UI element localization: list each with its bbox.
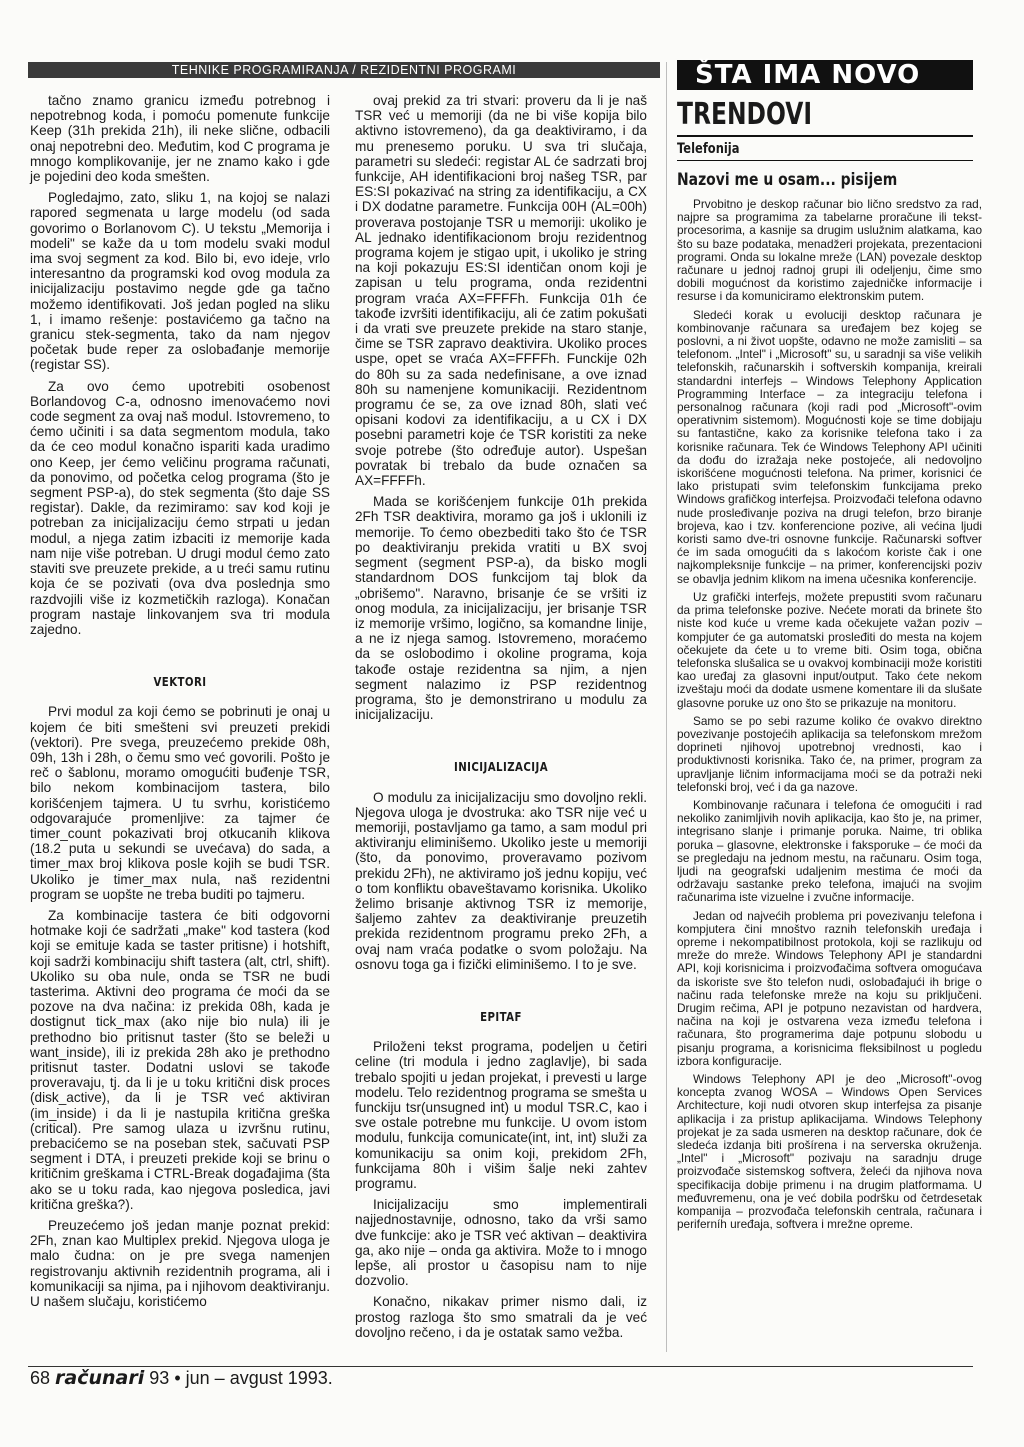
paragraph: Prvobitno je deskop računar bio lično sredstvo za rad, najpre sa programima za tabelarne proračune ili tekst-procesorima, a kasnije sa drugim uslužnim alatkama, kao što su baze podataka, menadžeri projekata, prezentacioni programi. Onda su lokalne mreže (LAN) povezale desktop računare u jednoj radnoj grupi ili odeljenju, čime smo dobili mogućnost da koristimo zajedničke informacije i resurse i da komuniciramo elektronskim putem. (677, 197, 982, 304)
paragraph: Sledeći korak u evoluciji desktop računara je kombinovanje računara sa uređajem bez kojeg se poslovni, a ni život uopšte, odavno ne može zamisliti – sa telefonom. „Intel" i „Microsoft" su, u saradnji sa više velikih telefonskih, računarskih i softverskih kompanija, kreirali standardni interfejs – Windows Telephony Application Programming Interface – za integraciju telefona i personalnog računara (koji radi pod „Microsoft"-ovim operativnim sistemom). Mogućnosti koje se time dobijaju su fantastične, kako za korisnike telefona tako i za korisnike računara. Tek će Windows Telephony API učiniti da dođu do izražaja neke postojeće, ali nedovoljno iskorišćene mogućnosti telefona. Na primer, korisnici će lako pristupati svim telefonskim funkcijama preko Windows grafičkog interfejsa. Proizvođači telefona odavno nude prosleđivanje poziva na drugi telefon, brzo biranje brojeva, kao i tzv. konferencione pozive, ali većina ljudi koristi samo dve-tri osnovne funkcije. Računarski softver će im sada omogućiti da s lakoćom koriste čak i one najkompleksnije funkcije – na primer, konferencijski poziv se obavlja jednim klikom na imena učesnika konferencije. (677, 307, 982, 586)
paragraph: Inicijalizaciju smo implementirali najjednostavnije, odnosno, tako da vrši samo dve funkcije: ako je TSR već aktivan – deaktivira ga, ako nije – onda ga aktivira. Može to i mnogo lepše, ali prostor u časopisu nam to nije dozvolio. (355, 1197, 647, 1289)
paragraph: Uz grafički interfejs, možete prepustiti svom računaru da prima telefonske pozive. Nećete morati da brinete što niste kod kuće u vreme kada očekujete važan poziv – kompjuter će ga automatski prosleđiti do mesta na kojem očekujete da ćete u to vreme biti. Osim toga, obična telefonska slušalica se u ovakvoj kombinaciji može koristiti kao uređaj za glasovni input/output. Tako ćete nekom izveštaju moći da dodate usmene komentare ili da slušate glasovne poruke uz ono što se prikazuje na monitoru. (677, 589, 982, 710)
paragraph: Pogledajmo, zato, sliku 1, na kojoj se nalazi rapored segmenata u large modelu (od sada govorimo o Borlanovom C). U tekstu „Memorija i modeli" se kaže da u tom modelu svaki modul ima svoj segment za kod. Bilo bi, evo ideje, vrlo interesantno da programski kod ovog modula za inicijalizaciju postavimo negde gde ga tačno možemo identifikovati. Još jedan pogled na sliku 1, i imamo rešenje: postavićemo ga tačno na granicu stek-segmenta, tako da nam njegov početak bude reper za oslobađanje memorije (registar SS). (30, 190, 330, 373)
paragraph: Za kombinacije tastera će biti odgovorni hotmake koji će sadržati „make" kod tastera (kod koji se emituje kada se taster pritisne) i hotshift, koji sadrži kombinaciju shift tastera (alt, ctrl, shift). Ukoliko su oba nule, onda se TSR ne budi tasterima. Aktivni deo programa će moći da se pozove na dva načina: iz prekida 08h, kada je dostignut tick_max (ako nije bio nula) ili je prethodno bio pritisnut taster (što se beleži u want_inside), ili iz prekida 28h ako je prethodno pritisnut taster. Dodatni uslovi se takođe proveravaju, tj. da li je u toku kritični disk proces (disk_active), da li je TSR već aktiviran (im_inside) i da li je nastupila kritična greška (critical). Pre samog ulaza u izvršnu rutinu, prebacićemo se na poseban stek, sačuvati PSP segment i DTA, i preuzeti prekide koji se brinu o kritičnim greškama i CTRL-Break događajima (šta ako se u toku rada, kao njegova posledica, javi kritična greška?). (30, 907, 330, 1212)
trends-category: Telefonija (677, 141, 740, 157)
category-rule (677, 160, 973, 161)
heading-epitaf: EPITAF (480, 1009, 522, 1024)
issue-date: jun – avgust 1993. (185, 1368, 333, 1388)
page-footer (30, 1367, 333, 1389)
bullet-separator: • (174, 1368, 181, 1388)
side-section-header: ŠTA IMA NOVO (677, 60, 973, 90)
paragraph: Kombinovanje računara i telefona će omogućiti i rad nekoliko zanimljivih novih aplikacija, kao što je, na primer, integrisano slanje i primanje poruka. Naime, tri oblika poruka – glasovne, elektronske i faksporuke – će moći da se pregledaju na jednom mestu, na računaru. Osim toga, ljudi na geografski udaljenim mestima će moći da održavaju sastanke preko telefona, imajući na svojim računarima iste vizuelne i zvučne informacije. (677, 797, 982, 905)
article-column-1 (30, 93, 330, 1315)
paragraph: Za ovo ćemo upotrebiti osobenost Borlandovog C-a, odnosno imenovaćemo novi code segment za ovaj naš modul. Istovremeno, to ćemo učiniti i sa data segmentom modula, tako da će ceo modul konačno ispariti kada uradimo ono Keep, jer ćemo veličinu programa računati, da ponovimo, od početka celog programa (što je segment PSP-a), do stek segmenta (što daje SS registar). Dakle, da rezimiramo: sav kod koji je potreban za inicijalizaciju ćemo strpati u jedan modul, a njega zatim izbaciti iz memorije kada nam nije više potreban. U drugi modul ćemo zato staviti sve preuzete prekide, a u treći samu rutinu koja će se pozivati (ova dva poslednja smo razdvojili više iz kozmetičkih razloga). Konačan program nastaje linkovanjem sva tri modula zajedno. (30, 378, 330, 637)
heading-vektori: VEKTORI (153, 675, 207, 690)
trends-rule (677, 135, 973, 137)
paragraph: Preuzećemo još jedan manje poznat prekid: 2Fh, znan kao Multiplex prekid. Njegova uloga je malo čudna: on je pre svega namenjen registrovanju aktivnih rezidentnih programa, ali i komunikaciji sa njima, pa i njihovom deaktiviranju. U našem slučaju, koristićemo (30, 1218, 330, 1310)
paragraph: Windows Telephony API je deo „Microsoft"-ovog koncepta zvanog WOSA – Windows Open Services Architecture, koji nudi otvoren skup interfejsa za pisanje aplikacija i za pristup aplikacijama. Windows Telephony projekat je za sada usmeren na desktop računare, dok će sledeća izdanja biti prošírena i na serverska okruženja. „Intel" i „Microsoft" pozivaju na saradnju druge proizvođače sistemskog softvera, želeći da njihova nova specifikacija dobije primenu i na drugim platformama. U međuvremenu, ona je već dobila podršku od četrdesetak kompanija – prozvođača telefonskih centrala, računara i periferníh uređaja, softvera i mrežne opreme. (677, 1072, 982, 1232)
paragraph: Priloženi tekst programa, podeljen u četiri celine (tri modula i jedno zaglavlje), bi sada trebalo spojiti u jedan projekat, i prevesti u large modelu. Telo rezidentnog programa se smešta u funckiju tsr(unsugned int) u modul TSR.C, kao i sve ostale potrebne mu funkcije. U ovom istom modulu, funkcija comunicate(int, int, int) služi za komunikaciju sa onim koji, prekidom 2Fh, funkcijama 80h i višim šalje neki zahtev programu. (355, 1039, 647, 1191)
paragraph: ovaj prekid za tri stvari: proveru da li je naš TSR već u memoriji (da ne bi više kopija bilo aktivno istovremeno), da ga deaktiviramo, i da mu prenesemo poruku. U sva tri slučaja, parametri su sledeći: registar AL će sadrzati broj funkcije, AH identifikacioni broj našeg TSR, par ES:SI pokazivać na string za identifikaciju, a CX i DX dodatne parametre. Funkcija 00H (AL=00h) proverava postojanje TSR u memoriji: ukoliko je AL jednako identifikacionom broju rezidentnog programa kojem je stigao upit, i ukoliko je string na koji pokazuju ES:SI identičan onom koji je zapisan u telu programa, onda rezidentni program vraća AX=FFFFh. Funkcija 01h će takođe izvršiti identifikaciju, ali će zatim pokušati i da vrati sve preuzete prekide na staro stanje, čime se TSR zapravo deaktivira. Ukoliko proces uspe, opet se vraća AX=FFFFh. Funckije 02h do 80h su za sada nedefinisane, a ove iznad 80h su namenjene komunikaciji. Rezidentnom programu će se, za ove iznad 80h, slati već opisani kodovi za identifikaciju, a u CX i DX posebni parametri koje će TSR koristiti za neke svoje potrebe (što određuje autor). Uspešan povratak bi trebalo da bude označen sa AX=FFFFh. (355, 93, 647, 489)
paragraph: Mada se korišćenjem funkcije 01h prekida 2Fh TSR deaktivira, moramo ga još i uklonili iz memorije. To ćemo obezbediti tako što će TSR po deaktiviranju prekida vratiti u BX svoj segment (segment PSP-a), da bisko mogli standardnom DOS funkcijom taj blok da „obrišemo". Naravno, brisanje će se vršiti iz onog modula, za inicijalizaciju, jer brisanje TSR iz memorije vršimo, logično, sa komandne linije, a ne iz njega samog. Istovremeno, moraćemo da se oslobodimo i okoline programa, koja takođe ostaje rezidentna sa njim, a njen segment nalazimo iz PSP rezidentnog programa, što je demonstrirano u modulu za inicijalizaciju. (355, 494, 647, 723)
trends-headline: Nazovi me u osam... pisijem (677, 170, 898, 190)
paragraph: O modulu za inicijalizaciju smo dovoljno rekli. Njegova uloga je dvostruka: ako TSR nije već u memoriji, postavljamo ga tamo, a sam modul pri aktiviranju eliminišemo. Ukoliko jeste u memoriji (što, da ponovimo, proveravamo pozivom prekidu 2Fh), ne aktiviramo još jednu kopiju, već o tom konfliktu obaveštavamo korisnika. Ukoliko želimo brisanje aktivnog TSR iz memorije, šaljemo zahtev za deaktiviranje preuzetih prekida rezidentnom programu preko 2Fh, a ovaj nam vraća podatke o svom položaju. Na osnovu toga ga i fizički eliminišemo. I to je sve. (355, 789, 647, 972)
heading-inicijalizacija: INICIJALIZACIJA (453, 760, 549, 775)
article-column-2 (355, 93, 647, 1346)
trends-column (677, 198, 982, 1236)
trends-title: TRENDOVI (677, 97, 813, 132)
magazine-logo: računari (55, 1367, 145, 1389)
column-separator (666, 62, 667, 1352)
paragraph: Samo se po sebi razume koliko će ovakvo direktno povezivanje postojećih aplikacija sa telefonskom mrežom doprineti njihovoj upotrebnoj vrednosti, kao i produktivnosti korisnika. Tako će, na primer, program za upravljanje ličnim informacijama moći se da potraži neki telefonski broj, već i da ga nazove. (677, 713, 982, 794)
page-number: 68 (30, 1368, 51, 1388)
paragraph: Jedan od najvećih problema pri povezivanju telefona i kompjutera čini mnoštvo raznih telefonskih uređaja i opreme i nekompatibilnost protokola, koji se razlikuju od mreže do mreže. Windows Telephony API je standardni API, koji korisnicima i proizvođačima softvera omogućava da iskoriste sve što telefon nudi, oslobađajući ih brige o načinu rada telefonske mreže na koju su priključeni. Drugim rečima, API je potpuno nezavistan od hardvera, načina na koji je ostvarena veza između telefona i računara, što programerima daje potpunu slobodu u pisanju programa, a korisnicima fleksibilnost u pogledu izbora konfiguracije. (677, 908, 982, 1068)
paragraph: tačno znamo granicu između potrebnog i nepotrebnog koda, i pomoću pomenute funkcije Keep (31h prekida 21h), ili neke slične, odbacili onaj nepotrebni deo. Međutim, kod C programa je mnogo komplikovanije, jer ne znamo kako i gde je pojedini deo koda smešten. (30, 93, 330, 185)
issue-number: 93 (149, 1368, 170, 1388)
section-header-bar: TEHNIKE PROGRAMIRANJA / REZIDENTNI PROGRAMI (28, 62, 660, 78)
paragraph: Konačno, nikakav primer nismo dali, iz prostog razloga što smo smatrali da je već dovoljno rečeno, i da je ostatak samo vežba. (355, 1294, 647, 1340)
paragraph: Prvi modul za koji ćemo se pobrinuti je onaj u kojem će biti smešteni svi preuzeti prekidi (vektori). Pre svega, preuzećemo prekide 08h, 09h, 13h i 28h, o čemu smo već govorili. Pošto je reč o šablonu, moramo omogućiti buđenje TSR, bilo nekom kombinacijom tastera, bilo korišćenjem tajmera. U tu svrhu, koristićemo odgovarajuće promenljive: za tajmer će timer_count pokazivati broj otkucanih klikova (18.2 puta u sekundi se uvećava) do sada, a timer_max broj klikova posle kojih se budi TSR. Ukoliko je timer_max nula, naš rezidentni program se uopšte ne treba buditi po tajmeru. (30, 704, 330, 902)
